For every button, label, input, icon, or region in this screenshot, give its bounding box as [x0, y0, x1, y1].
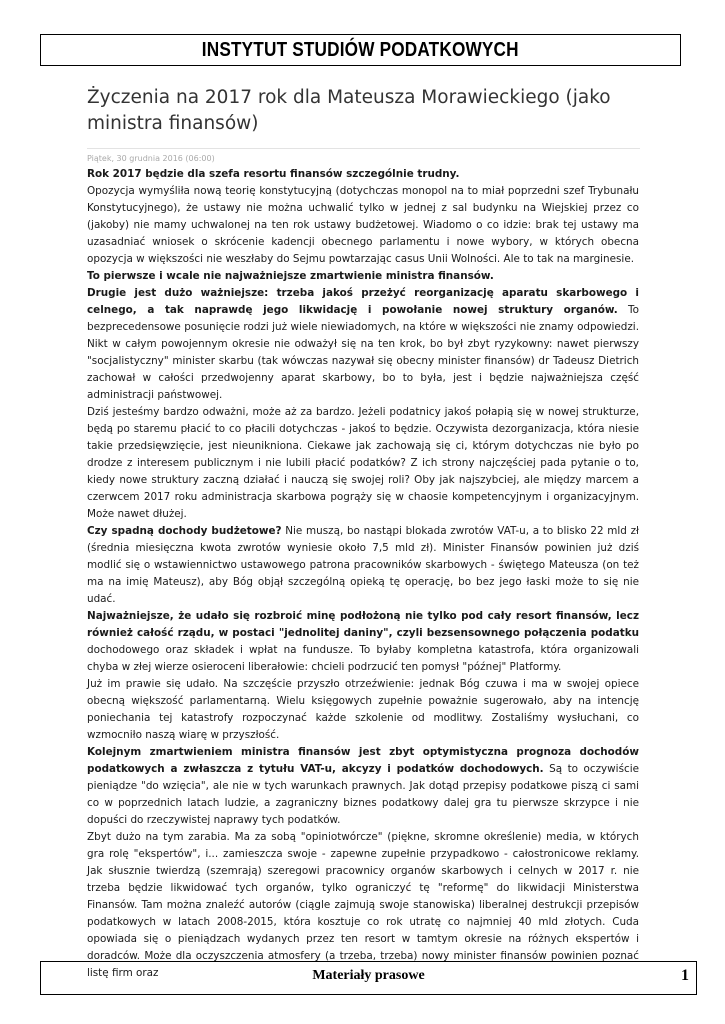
footer-banner: [40, 961, 697, 995]
paragraph-9-bold: Kolejnym zmartwieniem ministra finansów jest zbyt optymistyczna prognoza dochodów podatkowych a zwłaszcza z tytułu VAT-u, akcyzy i podatków dochodowych.: [87, 746, 639, 775]
paragraph-3-bold: To pierwsze i wcale nie najważniejsze zmartwienie ministra finansów.: [87, 270, 494, 282]
paragraph-5: Dziś jesteśmy bardzo odważni, może aż za bardzo. Jeżeli podatnicy jakoś połapią się w nowej strukturze, będą po staremu płacić to co płacili dotychczas - jakoś to będzie. Oczywista dezorganizacja, która niesie takie przedsięwzięcie, jest nieunikniona. Ciekawe jak zachowają się ci, którym dotychczas nie było po drodze z interesem publicznym i nie lubili płacić podatków? Z ich strony najczęściej pada pytanie o to, kiedy nowe struktury zaczną działać i nauczą się swojej roli? Oby jak najszybciej, ale między marcem a czerwcem 2017 roku administracja skarbowa pogrąży się w chaosie kompetencyjnym i organizacyjnym. Może nawet dłużej.: [87, 406, 639, 520]
footer-label: Materiały prasowe: [312, 968, 425, 983]
paragraph-10: Zbyt dużo na tym zarabia. Ma za sobą "opiniotwórcze" (piękne, skromne określenie) media, w których gra rolę "ekspertów", i... zamieszcza swoje - zapewne zupełnie przypadkowo - całostronicowe reklamy. Jak słusznie twierdzą (szemrają) szeregowi pracownicy organów skarbowych i celnych w 2017 r. nie trzeba będzie likwidować tych organów, tylko ograniczyć tę "reformę" do likwidacji Ministerstwa Finansów. Tam można znaleźć autorów (ciągle zajmują swoje stanowiska) liberalnej destrukcji przepisów podatkowych w latach 2008-2015, która kosztuje co rok utratę co najmniej 40 mld złotych. Cuda opowiada się o pieniądzach wydanych przez ten resort w tamtym okresie na różnych ekspertów i doradców. Może dla oczyszczenia atmosfery (a trzeba, trzeba) nowy minister finansów powinien poznać listę firm oraz: [87, 831, 639, 979]
article-body: [87, 166, 639, 982]
paragraph-4: [87, 285, 639, 404]
paragraph-6-bold: Czy spadną dochody budżetowe?: [87, 525, 282, 537]
paragraph-2: Opozycja wymyśliła nową teorię konstytucyjną (dotychczas monopol na to miał poprzedni szef Trybunału Konstytucyjnego), że ustawy nie można uchwalić tylko w jednej z sal budynku na Wiejskiej przez co (jakoby) nie mamy uchwalonej na ten rok ustawy budżetowej. Wiadomo o co idzie: brak tej ustawy ma uzasadniać wniosek o skrócenie kadencji obecnego parlamentu i nowe wybory, w których obecna opozycja w większości nie weszłaby do Sejmu powtarzając casus Unii Wolności. Ale to tak na marginesie.: [87, 185, 639, 265]
paragraph-1-bold: Rok 2017 będzie dla szefa resortu finansów szczególnie trudny.: [87, 168, 460, 180]
page-number: 1: [681, 967, 689, 984]
paragraph-4-bold: Drugie jest dużo ważniejsze: trzeba jakoś przeżyć reorganizację aparatu skarbowego i celnego, a tak naprawdę jego likwidację i powołanie nowej struktury organów.: [87, 287, 639, 316]
article-title: Życzenia na 2017 rok dla Mateusza Morawieckiego (jako ministra finansów): [87, 87, 611, 134]
paragraph-6: [87, 523, 639, 608]
header-banner: [40, 34, 681, 66]
paragraph-8: Już im prawie się udało. Na szczęście przyszło otrzeźwienie: jednak Bóg czuwa i ma w swojej opiece obecną większość parlamentarną. Wielu księgowych zupełnie poważnie sugerowało, aby na intencję poniechania tej katastrofy rozpoczynać każde szkolenie od modlitwy. Zostaliśmy wysłuchani, co wzmocniło naszą wiarę w przyszłość.: [87, 678, 639, 741]
paragraph-1: [87, 166, 639, 183]
paragraph-4-text: To bezprecedensowe posunięcie rodzi już wiele niewiadomych, na które w większości nie znamy odpowiedzi. Nikt w całym powojennym okresie nie odważył się na ten krok, bo był zbyt ryzykowny: nawet pierwszy "socjalistyczny" minister skarbu (tak wówczas nazywał się obecny minister finansów) dr Tadeusz Dietrich zachował w całości przedwojenny aparat skarbowy, bo to była, jest i będzie najważniejsza część administracji państwowej.: [87, 304, 639, 401]
paragraph-6-text: Nie muszą, bo nastąpi blokada zwrotów VAT-u, a to blisko 22 mld zł (średnia miesięczna kwota zwrotów wyniesie około 7,5 mld zł). Minister Finansów powinien już dziś modlić się o wstawiennictwo ustawowego patrona pracowników skarbowych - świętego Mateusza (on też ma na imię Mateusz), aby Bóg objął szczególną opieką tę operację, bo bez jego łaski może to się nie udać.: [87, 525, 639, 605]
paragraph-7-bold: Najważniejsze, że udało się rozbroić minę podłożoną nie tylko pod cały resort finansów, lecz również całość rządu, w postaci "jednolitej daniny", czyli bezsensownego połączenia podatku: [87, 610, 639, 639]
article-date: Piątek, 30 grudnia 2016 (06:00): [87, 154, 215, 163]
paragraph-7-text: dochodowego oraz składek i wpłat na fundusze. To byłaby kompletna katastrofa, która organizowali chyba w złej wierze osieroceni liberałowie: chcieli podrzucić ten pomysł "późnej" Platformy.: [87, 644, 639, 673]
title-divider: [87, 148, 640, 149]
paragraph-3: [87, 268, 639, 285]
paragraph-9-text: Są to oczywiście pieniądze "do wzięcia", ale nie w tych warunkach prawnych. Jak dotąd przepisy podatkowe piszą ci sami co w poprzednich latach ludzie, a zagraniczny biznes podatkowy dalej gra tu pierwsze skrzypce i nie dopuści do rzeczywistej naprawy tych podatków.: [87, 763, 639, 826]
paragraph-7: [87, 608, 639, 676]
paragraph-9: [87, 744, 639, 829]
institute-name: INSTYTUT STUDIÓW PODATKOWYCH: [202, 38, 519, 61]
